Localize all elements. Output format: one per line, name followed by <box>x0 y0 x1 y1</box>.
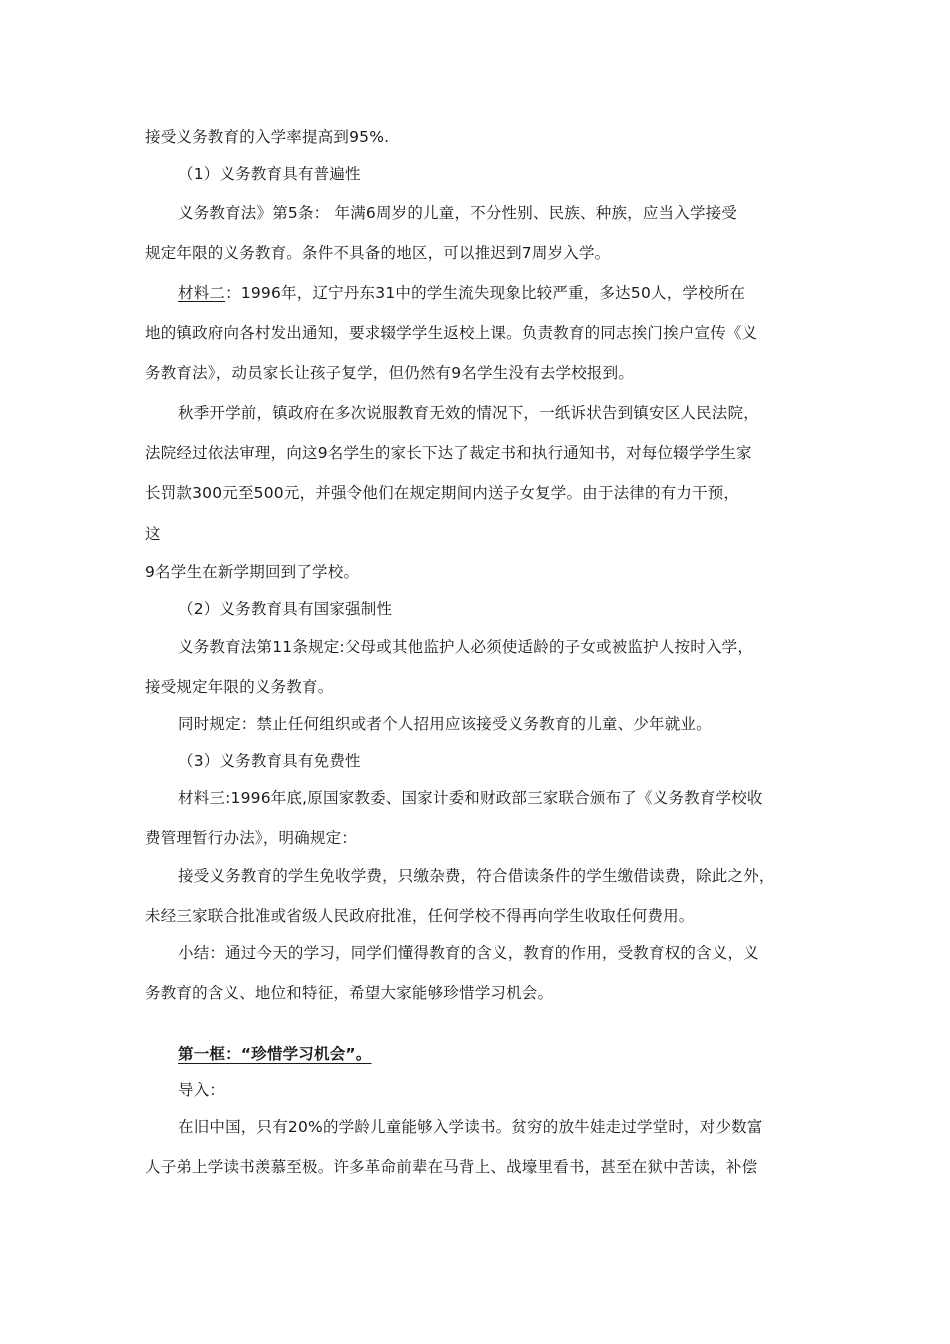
text-line: 费管理暂行办法》，明确规定： <box>145 829 358 847</box>
list-heading: （1）义务教育具有普遍性 <box>178 165 361 183</box>
text-line: 在旧中国，只有20%的学龄儿童能够入学读书。贫穷的放牛娃走过学堂时，对少数富 <box>178 1118 763 1136</box>
text-line: 义务教育法》第5条： 年满6周岁的儿童，不分性别、民族、种族，应当入学接受 <box>178 204 738 222</box>
list-heading: （3）义务教育具有免费性 <box>178 752 361 770</box>
text-line <box>178 283 745 303</box>
section-heading: 第一框：“珍惜学习机会”。 <box>178 1045 372 1063</box>
text-line: 义务教育法第11条规定:父母或其他监护人必须使适龄的子女或被监护人按时入学， <box>178 638 754 656</box>
text-line: 人子弟上学读书羡慕至极。许多革命前辈在马背上、战壕里看书，甚至在狱中苦读，补偿 <box>145 1158 758 1176</box>
text-line: 导入： <box>178 1081 226 1099</box>
text-line: 长罚款300元至500元，并强令他们在规定期间内送子女复学。由于法律的有力干预， <box>145 484 740 502</box>
text-line: 地的镇政府向各村发出通知，要求辍学学生返校上课。负责教育的同志挨门挨户宣传《义 <box>145 324 758 342</box>
text-line: 同时规定：禁止任何组织或者个人招用应该接受义务教育的儿童、少年就业。 <box>178 715 712 733</box>
text-line: 小结：通过今天的学习，同学们懂得教育的含义，教育的作用，受教育权的含义，义 <box>178 944 759 962</box>
text-line: 务教育的含义、地位和特征，希望大家能够珍惜学习机会。 <box>145 984 554 1002</box>
text-line: 接受义务教育的学生免收学费，只缴杂费，符合借读条件的学生缴借读费，除此之外， <box>178 867 775 885</box>
text-line: 接受义务教育的入学率提高到95%. <box>145 128 390 146</box>
text-line-body: ：1996年，辽宁丹东31中的学生流失现象比较严重，多达50人，学校所在 <box>225 284 746 302</box>
list-heading: （2）义务教育具有国家强制性 <box>178 600 393 618</box>
text-line: 规定年限的义务教育。条件不具备的地区，可以推迟到7周岁入学。 <box>145 244 611 262</box>
text-line: 材料三:1996年底,原国家教委、国家计委和财政部三家联合颁布了《义务教育学校收 <box>178 789 763 807</box>
material-label: 材料二 <box>178 284 226 302</box>
text-line: 9名学生在新学期回到了学校。 <box>145 563 360 581</box>
text-line: 秋季开学前，镇政府在多次说服教育无效的情况下，一纸诉状告到镇安区人民法院， <box>178 404 759 422</box>
text-line: 务教育法》，动员家长让孩子复学，但仍然有9名学生没有去学校报到。 <box>145 364 635 382</box>
text-line: 法院经过依法审理，向这9名学生的家长下达了裁定书和执行通知书，对每位辍学学生家 <box>145 444 752 462</box>
text-line: 未经三家联合批准或省级人民政府批准，任何学校不得再向学生收取任何费用。 <box>145 907 695 925</box>
text-line: 这 <box>145 525 161 543</box>
text-line: 接受规定年限的义务教育。 <box>145 678 334 696</box>
